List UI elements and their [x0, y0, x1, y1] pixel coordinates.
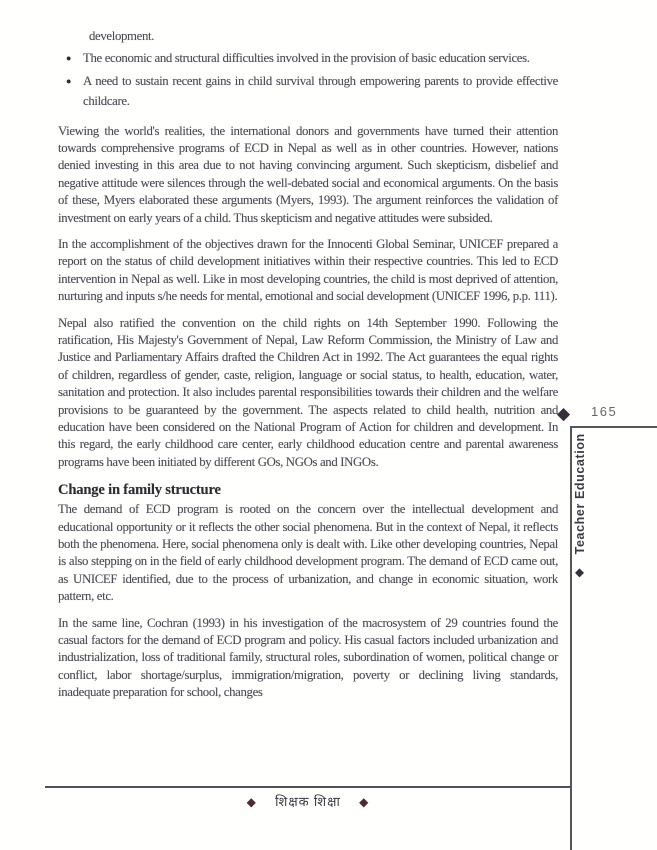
- paragraph-continuation: development.: [89, 29, 155, 43]
- diamond-icon: ◆: [246, 795, 257, 809]
- footer-rule: [45, 786, 571, 788]
- sidebar-journal-title-label: Teacher Education: [573, 433, 587, 555]
- section-heading: Change in family structure: [58, 482, 221, 499]
- body-paragraph: Viewing the world's realities, the international donors and governments have turned their attention towards comprehensive programs of ECD in Nepal as well as in other countries. However, nations denied investing in this area due to not having convincing argument. Such skepticism, disbelief and negative attitude were silences through the well-debated social and economical arguments. On the basis of these, Myers elaborated these arguments (Myers, 1993). The argument reinforces the validation of investment on early years of a child. Thus skepticism and negative attitudes were subsided.: [58, 123, 558, 225]
- diamond-icon: ◆: [574, 566, 586, 580]
- bullet-item: [58, 71, 558, 112]
- bullet-icon: ●: [66, 53, 72, 63]
- body-paragraph: In the same line, Cochran (1993) in his investigation of the macrosystem of 29 countries found the casual factors for the demand of ECD program and policy. His casual factors included urbanization and industrialization, loss of traditional family, structural roles, subordination of women, political change or conflict, labor shortage/surplus, immigration/migration, poverty or declining living standards, inadequate preparation for school, changes: [58, 615, 558, 700]
- bullet-icon: ●: [66, 75, 72, 86]
- diamond-icon: ◆: [359, 795, 370, 809]
- diamond-icon: ◆: [557, 404, 571, 423]
- footer-journal-title: शिक्षक शिक्षा: [275, 794, 341, 809]
- page-number: 165: [591, 404, 618, 419]
- body-paragraph: Nepal also ratified the convention on the child rights on 14th September 1990. Following the ratification, His Majesty's Government of Nepal, Law Reform Commission, the Ministry of Law and Justice and Parliamentary Affairs drafted the Children Act in 1992. The Act guarantees the equal rights of children, regardless of gender, caste, religion, language or social status, to health, education, water, sanitation and protection. It also includes parental responsibilities towards their children and the welfare provisions to be guaranteed by the government. The aspects related to child health, nutrition and education have been considered on the National Program of Action for children and development. In this regard, the early childhood care center, early childhood education centre and parental awareness programs have been initiated by different GOs, NGOs and INGOs.: [58, 315, 558, 469]
- bullet-item-text: The economic and structural difficulties involved in the provision of basic education services.: [83, 51, 530, 65]
- body-paragraph: The demand of ECD program is rooted on the concern over the intellectual development and educational opportunity or it reflects the other social phenomena. But in the context of Nepal, it reflects both the phenomena. Here, social phenomena only is dealt with. Like other developing countries, Nepal is also stepping on in the field of early childhood development program. The demand of ECD came out, as UNICEF identified, due to the process of urbanization, and change in economic situation, work pattern, etc.: [58, 502, 558, 604]
- page-footer: [45, 792, 571, 810]
- page-body-text: [58, 26, 558, 702]
- body-paragraph: In the accomplishment of the objectives drawn for the Innocenti Global Seminar, UNICEF prepared a report on the status of child development initiatives within their respective countries. This led to ECD intervention in Nepal as well. Like in most developing countries, the child is most deprived of attention, nurturing and inputs s/he needs for mental, emotional and social development (UNICEF 1996, p.p. 111).: [58, 236, 558, 304]
- bullet-item-text: A need to sustain recent gains in child survival through empowering parents to provide effective childcare.: [83, 73, 558, 108]
- bullet-item: [58, 48, 558, 69]
- sidebar-horizontal-rule: [570, 426, 657, 428]
- sidebar-journal-title: [573, 430, 593, 580]
